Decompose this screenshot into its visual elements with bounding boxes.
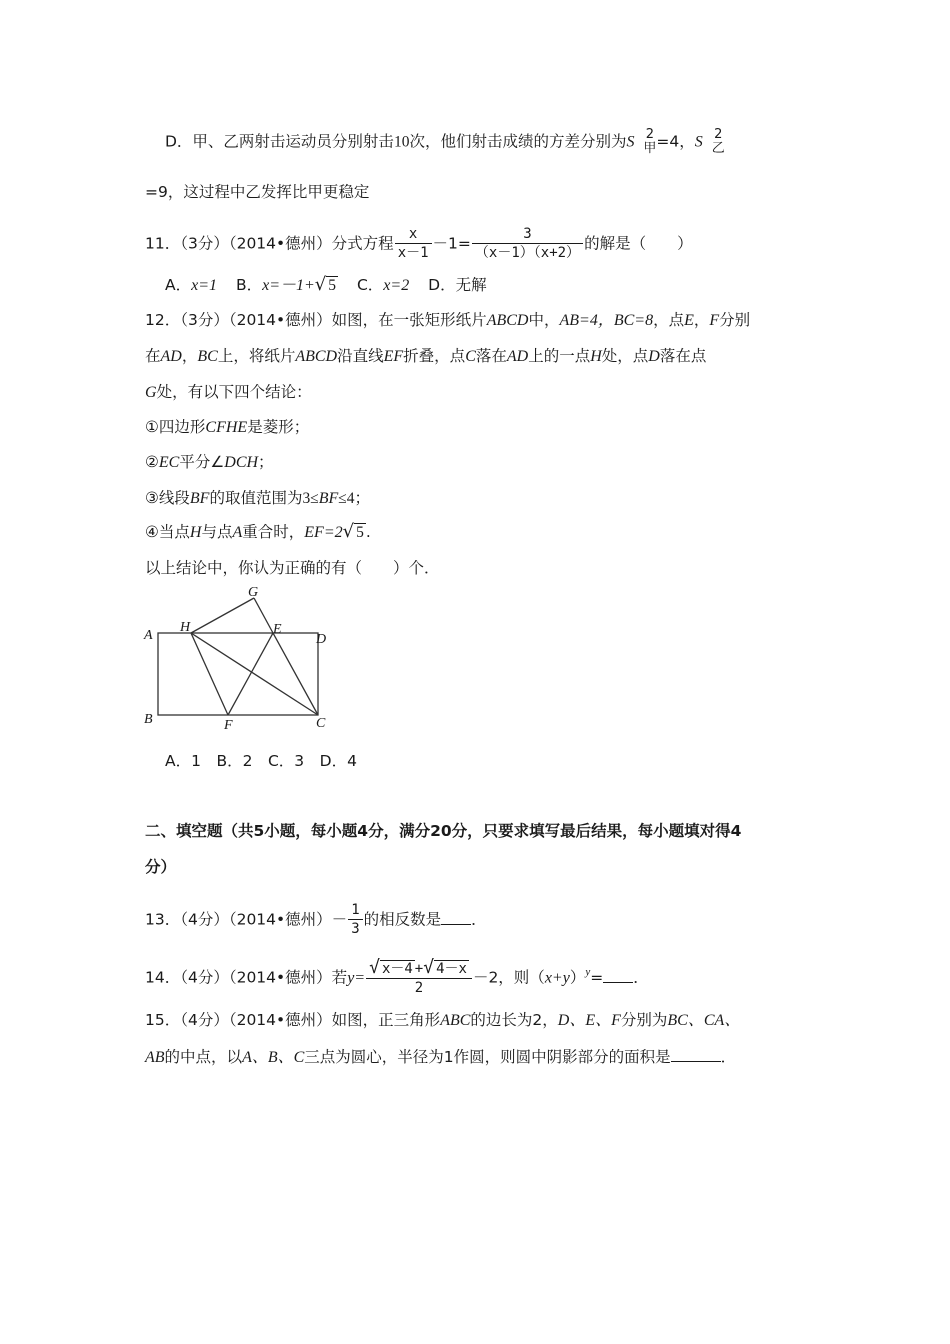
eq4: =4， — [656, 132, 695, 151]
t: 处，点 — [601, 347, 649, 365]
bf: BF — [189, 490, 210, 507]
q13-fraction — [348, 902, 362, 938]
ef: EF — [383, 348, 404, 365]
pt-h: H — [590, 348, 602, 365]
t: 三点为圆心，半径为1作圆，则圆中阴影部分的面积是 — [304, 1048, 671, 1066]
abcd: ABCD — [295, 348, 338, 365]
t: ， — [181, 347, 198, 365]
q11-suffix: 的解是（ ） — [584, 234, 693, 253]
label-a: A — [144, 628, 153, 643]
pt-h: H — [189, 524, 202, 541]
t: 与点 — [201, 523, 233, 541]
t: 上，将纸片 — [217, 347, 296, 365]
abcd: ABCD — [486, 312, 529, 329]
t: = — [590, 968, 604, 987]
rectangle-abcd — [158, 633, 318, 715]
ab-bc: AB=4，BC=8 — [559, 312, 654, 329]
opt-c-val: x=2 — [383, 277, 410, 294]
t: 3≤ — [302, 490, 319, 507]
t: 的中点，以 — [164, 1048, 243, 1066]
answer-blank[interactable] — [441, 910, 471, 925]
t: 分别为 — [620, 1011, 668, 1029]
q11-stem — [145, 226, 693, 262]
q15-line2 — [145, 1046, 736, 1069]
sub-jia: 甲 — [643, 141, 657, 156]
t: ； — [258, 453, 274, 471]
t: 12．（3分）（2014•德州）如图，在一张矩形纸片 — [145, 311, 487, 329]
t: ≤4； — [338, 490, 371, 507]
def: D、E、F — [557, 1012, 621, 1029]
q11-prefix: 11．（3分）（2014•德州）分式方程 — [145, 234, 394, 253]
q12-conclusion-3 — [145, 487, 370, 510]
sq-2: 2 — [714, 127, 723, 142]
frac-den: x－1 — [395, 243, 432, 262]
radicand-2: 4－x — [436, 961, 467, 977]
opt-c: C． — [356, 276, 384, 294]
t: 中， — [528, 311, 560, 329]
t: 的边长为2， — [470, 1011, 558, 1029]
frac-den: 2 — [366, 978, 472, 997]
t: 处，有以下四个结论： — [156, 383, 312, 401]
xy: x+y — [544, 969, 570, 987]
seg-hg — [191, 598, 254, 633]
q12-options: A．1 B．2 C．3 D．4 — [165, 752, 357, 770]
t: 分别 — [719, 311, 751, 329]
label-b: B — [144, 712, 153, 727]
answer-blank[interactable] — [603, 968, 633, 983]
t: + — [414, 961, 424, 977]
label-f: F — [224, 718, 233, 733]
t: 在 — [145, 347, 161, 365]
q11-options — [165, 274, 487, 297]
t: ． — [720, 1048, 737, 1066]
t: ② — [145, 453, 159, 471]
q12-conclusion-4 — [145, 521, 371, 544]
t: 是菱形； — [247, 418, 310, 436]
t: ． — [471, 910, 487, 929]
section2-title-2: 分） — [145, 858, 177, 876]
q15-line1 — [145, 1009, 740, 1032]
q12-line1 — [145, 309, 750, 332]
abc-points: A、B、C — [242, 1049, 305, 1066]
seg-ge — [254, 598, 273, 633]
q12-conclusion-1 — [145, 416, 309, 439]
radicand-1: x－4 — [381, 961, 413, 977]
ec: EC — [158, 454, 180, 471]
section2-title: 二、填空题（共5小题，每小题4分，满分20分，只要求填写最后结果，每小题填对得4 — [145, 822, 742, 840]
bc: BC — [197, 348, 218, 365]
q10-text: D．甲、乙两射击运动员分别射击 — [165, 132, 394, 151]
exp-y: y — [585, 965, 591, 978]
q12-line2 — [145, 345, 706, 368]
var-s: S — [626, 133, 635, 151]
pt-d: D — [648, 348, 660, 365]
q11-minus-one: －1= — [432, 234, 471, 253]
t: 的取值范围为 — [209, 489, 303, 507]
opt-a: A． — [165, 276, 192, 294]
frac-den: 3 — [348, 919, 362, 938]
dch: DCH — [224, 454, 259, 471]
label-d: D — [316, 632, 327, 647]
bf: BF — [318, 490, 339, 507]
t: . — [365, 523, 371, 541]
t: ， — [693, 311, 710, 329]
t: 14．（4分）（2014•德州）若 — [145, 968, 348, 987]
label-g: G — [248, 585, 259, 600]
t: 平分∠ — [179, 453, 225, 471]
pt-g: G — [145, 384, 157, 401]
frac-den: （x－1）（x+2） — [472, 243, 583, 262]
t: ③线段 — [145, 489, 190, 507]
t: 折叠，点 — [403, 347, 466, 365]
label-e: E — [273, 622, 282, 637]
ab: AB — [145, 1049, 165, 1066]
ef-val: EF=2 — [304, 524, 343, 541]
frac-num: 3 — [523, 226, 532, 242]
t: ） — [569, 968, 586, 987]
pt-f: F — [709, 312, 720, 329]
label-c: C — [316, 716, 326, 731]
q12-conclusion-2 — [145, 451, 274, 474]
sqrt-5: √ 5 — [342, 521, 364, 542]
q10-text-2: 次，他们射击成绩的方差分别为 — [409, 132, 627, 151]
t: －2，则（ — [472, 968, 545, 987]
q10-option-d — [165, 128, 725, 156]
q12-figure — [140, 583, 340, 733]
t: 13．（4分）（2014•德州）－ — [145, 910, 348, 929]
opt-d: D．无解 — [428, 276, 487, 294]
q10-line2: =9，这过程中乙发挥比甲更稳定 — [145, 183, 370, 201]
t: ，点 — [653, 311, 685, 329]
q11-fraction-2 — [472, 226, 583, 262]
q11-fraction-1 — [395, 226, 432, 262]
t: ． — [633, 968, 649, 987]
t: 上的一点 — [528, 347, 591, 365]
pt-e: E — [684, 312, 694, 329]
frac-num: x — [408, 226, 418, 242]
sq: 2 — [645, 127, 655, 142]
t: 15．（4分）（2014•德州）如图，正三角形 — [145, 1011, 441, 1029]
ad: AD — [506, 348, 529, 365]
bc-ca: BC、CA、 — [667, 1012, 741, 1029]
radicand: 5 — [356, 524, 364, 541]
t: 沿直线 — [337, 347, 384, 365]
opt-a-val: x=1 — [191, 277, 218, 294]
q10-num: 10 — [393, 133, 410, 151]
q14 — [145, 959, 649, 997]
ad: AD — [160, 348, 182, 365]
pt-a: A — [232, 524, 243, 541]
opt-b: B． — [235, 276, 263, 294]
variance-yi — [712, 128, 725, 156]
opt-b-val: x=－1+ — [262, 277, 315, 294]
label-h: H — [180, 620, 191, 635]
abc: ABC — [440, 1012, 471, 1029]
variance-jia — [643, 128, 656, 156]
q13 — [145, 902, 487, 938]
y-eq: y= — [347, 969, 366, 987]
sub-yi: 乙 — [711, 141, 725, 156]
q14-fraction: $\frac{√ x-4 +√ 4-x}{2}$ — [366, 959, 472, 997]
radicand: 5 — [328, 277, 337, 294]
frac-num: 1 — [351, 902, 360, 918]
t: 重合时， — [242, 523, 305, 541]
t: ④当点 — [145, 523, 190, 541]
t: 落在 — [475, 347, 507, 365]
t: ①四边形 — [145, 418, 206, 436]
sqrt-5: √ 5 — [314, 274, 337, 295]
q12-line3 — [145, 381, 312, 404]
var-s-2: S — [694, 133, 703, 151]
t: 的相反数是 — [363, 910, 442, 929]
cfhe: CFHE — [205, 419, 248, 436]
q12-question: 以上结论中，你认为正确的有（ ）个． — [145, 559, 440, 577]
seg-ec — [273, 633, 318, 715]
answer-blank[interactable] — [671, 1047, 721, 1062]
pt-c: C — [465, 348, 476, 365]
seg-ef — [228, 633, 273, 715]
t: 落在点 — [659, 347, 707, 365]
